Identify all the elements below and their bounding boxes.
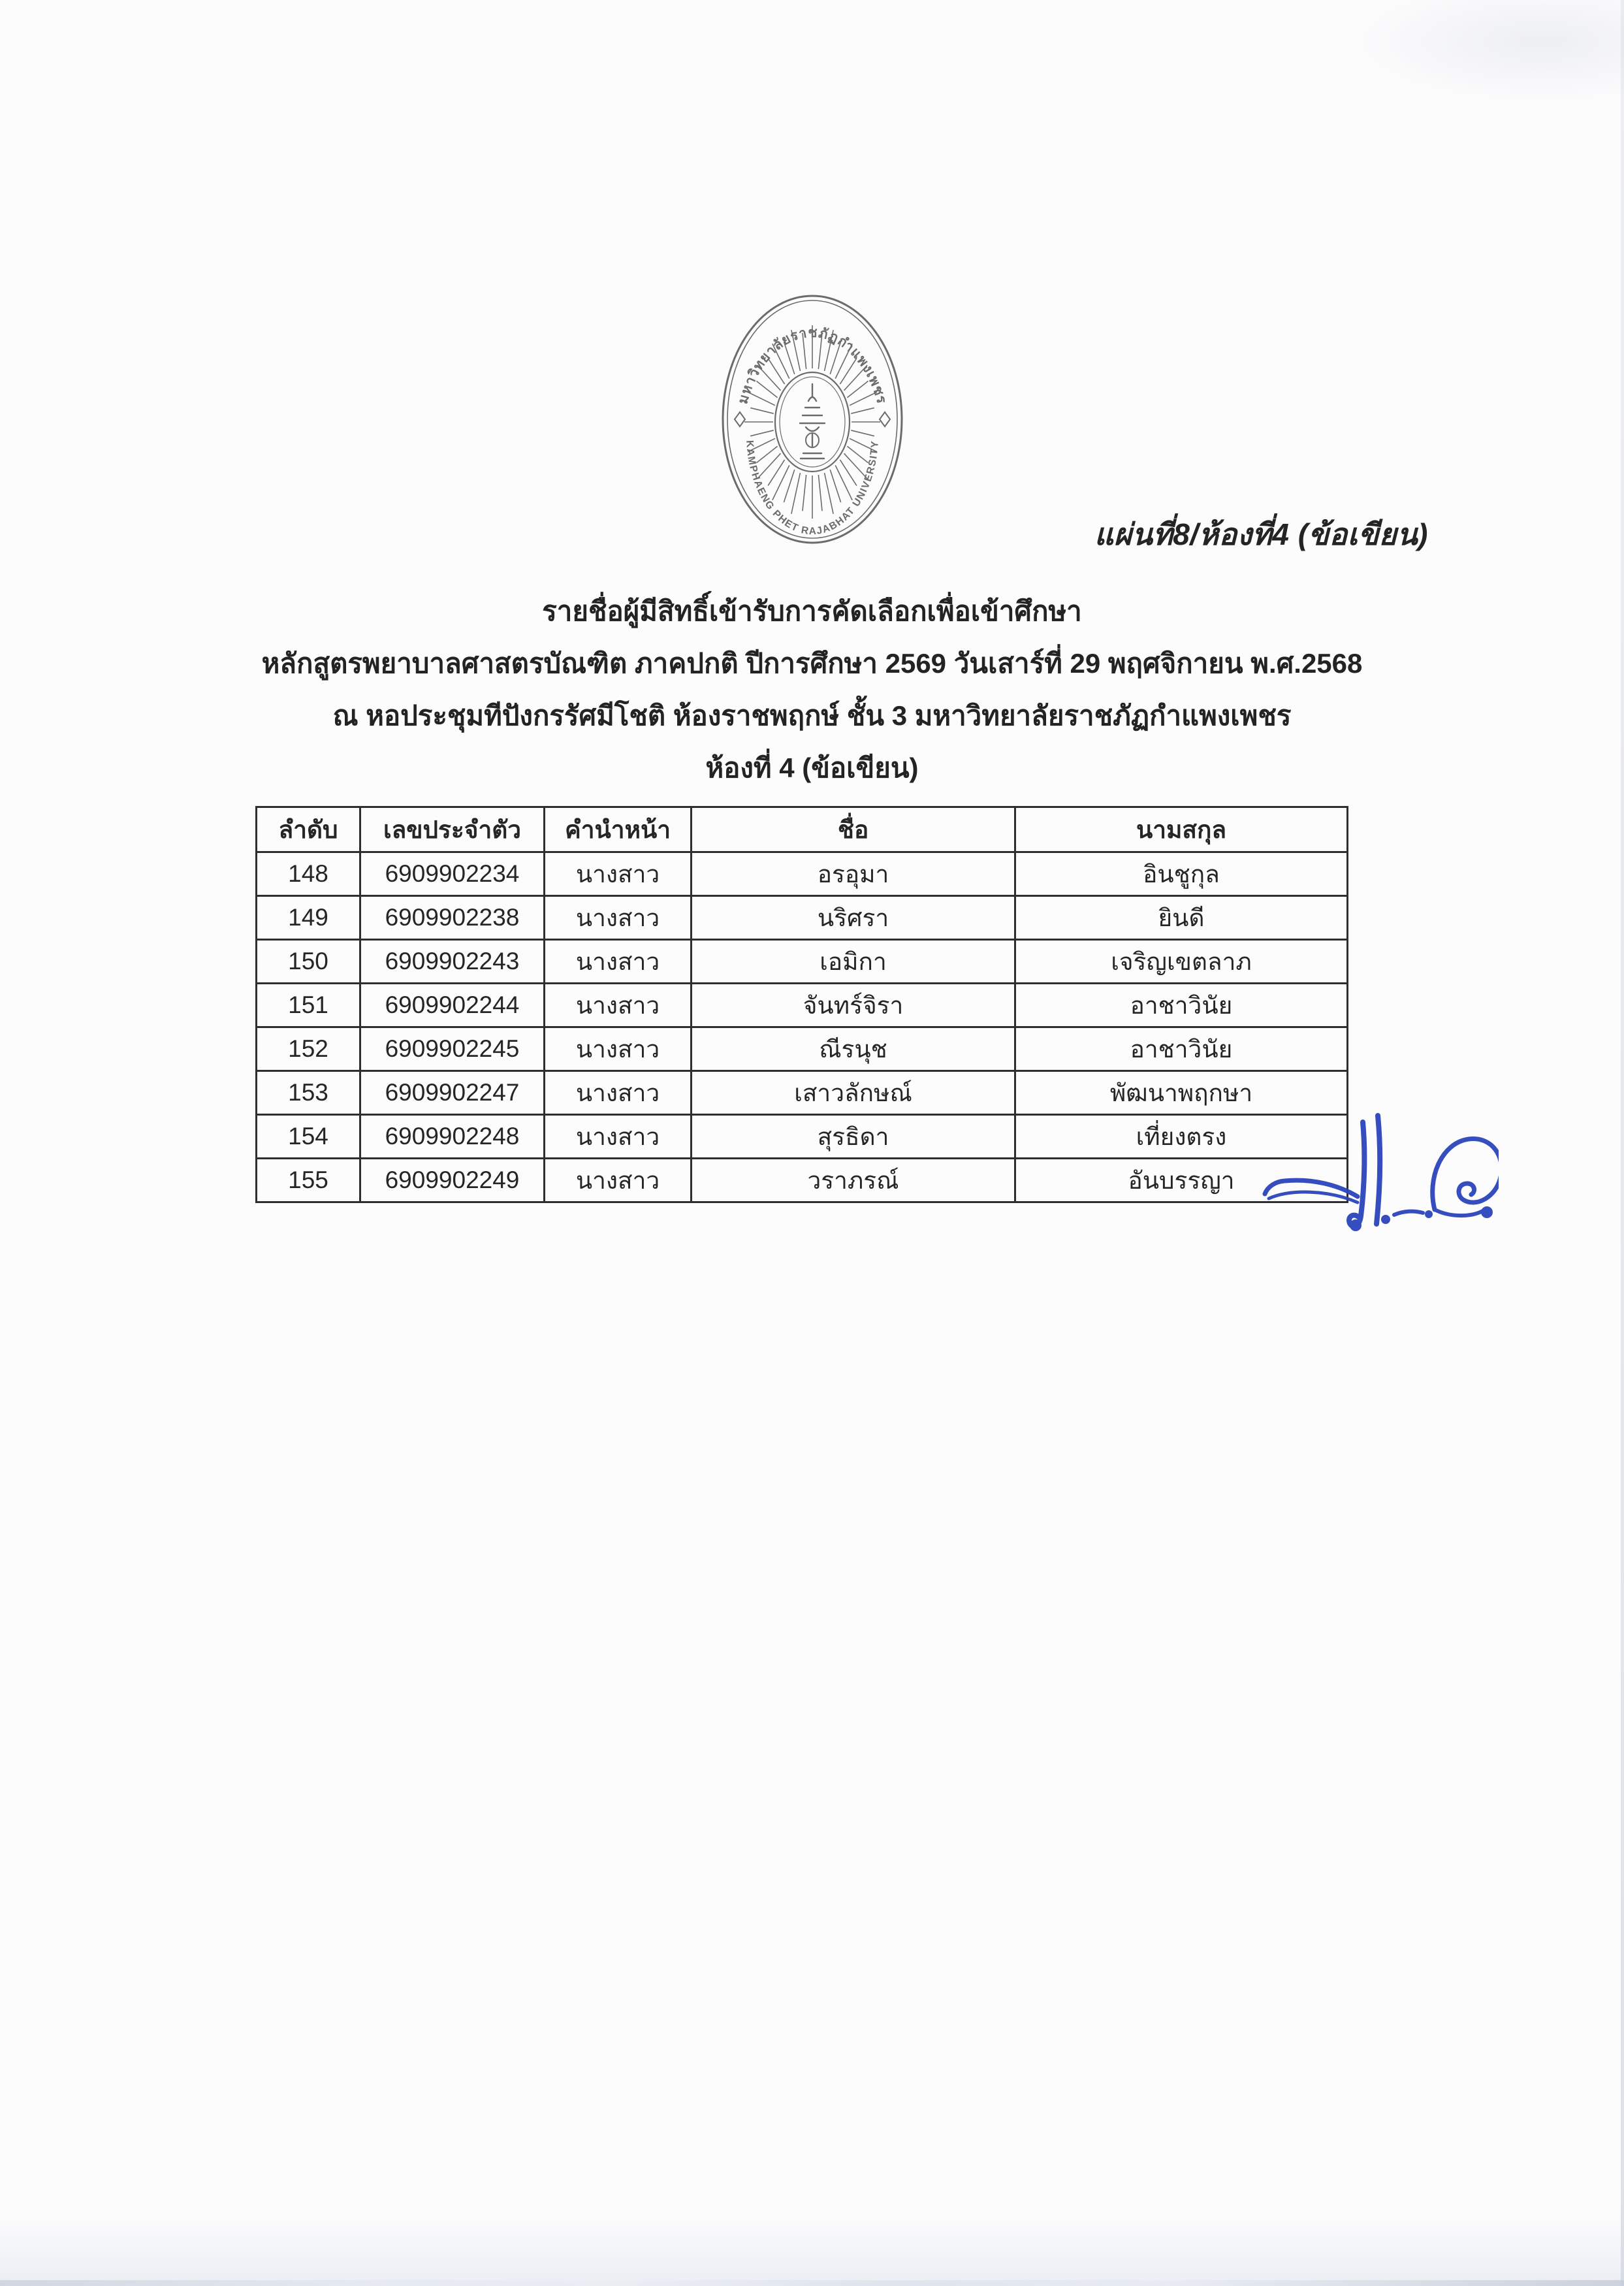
cell-id-number: 6909902247: [360, 1071, 545, 1115]
table-row: [257, 1071, 1348, 1115]
cell-first-name: เสาวลักษณ์: [692, 1071, 1015, 1115]
cell-id-number: 6909902249: [360, 1159, 545, 1202]
cell-last-name: เที่ยงตรง: [1015, 1115, 1348, 1159]
cell-order: 153: [257, 1071, 360, 1115]
cell-last-name: อาชาวินัย: [1015, 1027, 1348, 1071]
examinee-roster-table: [255, 806, 1348, 1203]
cell-first-name: นริศรา: [692, 896, 1015, 940]
cell-title-prefix: นางสาว: [545, 1071, 692, 1115]
title-line-3: ณ หอประชุมทีปังกรรัศมีโชติ ห้องราชพฤกษ์ ชั้น 3 มหาวิทยาลัยราชภัฏกำแพงเพชร: [332, 700, 1292, 731]
title-line-2: หลักสูตรพยาบาลศาสตรบัณฑิต ภาคปกติ ปีการศึกษา 2569 วันเสาร์ที่ 29 พฤศจิกายน พ.ศ.2568: [261, 648, 1363, 679]
header-id-number: เลขประจำตัว: [360, 807, 545, 852]
cell-order: 148: [257, 852, 360, 896]
cell-id-number: 6909902248: [360, 1115, 545, 1159]
seal-thai-text: มหาวิทยาลัยราชภัฏกำแพงเพชร: [735, 325, 889, 406]
table-header-row: [257, 807, 1348, 852]
header-title-prefix: คำนำหน้า: [545, 807, 692, 852]
cell-order: 151: [257, 984, 360, 1027]
cell-title-prefix: นางสาว: [545, 1159, 692, 1202]
cell-last-name: พัฒนาพฤกษา: [1015, 1071, 1348, 1115]
cell-title-prefix: นางสาว: [545, 896, 692, 940]
document-title-block: [0, 585, 1624, 794]
cell-order: 155: [257, 1159, 360, 1202]
cell-title-prefix: นางสาว: [545, 1115, 692, 1159]
cell-first-name: สุรธิดา: [692, 1115, 1015, 1159]
cell-id-number: 6909902245: [360, 1027, 545, 1071]
scan-line: [0, 2280, 1624, 2286]
crown-emblem: [800, 384, 825, 459]
cell-first-name: วราภรณ์: [692, 1159, 1015, 1202]
scan-edge: [1621, 0, 1624, 2286]
cell-order: 150: [257, 940, 360, 984]
cell-last-name: อันบรรญา: [1015, 1159, 1348, 1202]
cell-first-name: เอมิกา: [692, 940, 1015, 984]
cell-title-prefix: นางสาว: [545, 1027, 692, 1071]
handwritten-signature: [1257, 1097, 1499, 1251]
cell-id-number: 6909902238: [360, 896, 545, 940]
cell-order: 154: [257, 1115, 360, 1159]
cell-first-name: ณีรนุช: [692, 1027, 1015, 1071]
header-last-name: นามสกุล: [1015, 807, 1348, 852]
cell-id-number: 6909902234: [360, 852, 545, 896]
table-row: [257, 1159, 1348, 1202]
table-row: [257, 896, 1348, 940]
title-line-4: ห้องที่ 4 (ข้อเขียน): [705, 752, 919, 783]
table-row: [257, 1115, 1348, 1159]
scan-strip: [0, 2214, 1624, 2286]
university-seal-logo: [720, 293, 904, 546]
header-first-name: ชื่อ: [692, 807, 1015, 852]
cell-last-name: ยินดี: [1015, 896, 1348, 940]
cell-title-prefix: นางสาว: [545, 852, 692, 896]
table-row: [257, 984, 1348, 1027]
cell-last-name: เจริญเขตลาภ: [1015, 940, 1348, 984]
cell-order: 152: [257, 1027, 360, 1071]
cell-first-name: อรอุมา: [692, 852, 1015, 896]
cell-id-number: 6909902244: [360, 984, 545, 1027]
cell-title-prefix: นางสาว: [545, 984, 692, 1027]
title-line-1: รายชื่อผู้มีสิทธิ์เข้ารับการคัดเลือกเพื่อเข้าศึกษา: [542, 596, 1082, 626]
cell-order: 149: [257, 896, 360, 940]
table-row: [257, 1027, 1348, 1071]
cell-id-number: 6909902243: [360, 940, 545, 984]
table-row: [257, 852, 1348, 896]
cell-last-name: อินชูกุล: [1015, 852, 1348, 896]
cell-last-name: อาชาวินัย: [1015, 984, 1348, 1027]
header-order: ลำดับ: [257, 807, 360, 852]
table-row: [257, 940, 1348, 984]
seal-english-text: KAMPHAENG PHET RAJABHAT UNIVERSITY: [744, 440, 881, 538]
diamond-left: [735, 412, 745, 427]
diamond-right: [880, 412, 890, 427]
sheet-room-note: แผ่นที่8/ห้องที่4 (ข้อเขียน): [1094, 517, 1428, 551]
cell-first-name: จันทร์จิรา: [692, 984, 1015, 1027]
cell-title-prefix: นางสาว: [545, 940, 692, 984]
scan-smudge: [1350, 0, 1624, 105]
